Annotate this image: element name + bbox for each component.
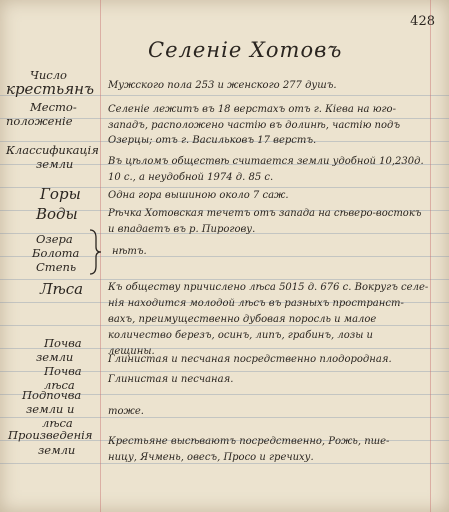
- row-text: Озерцы; отъ г. Васильковъ 17 верстъ.: [108, 135, 317, 146]
- row-label: Произведенія: [8, 428, 93, 442]
- row-text: тоже.: [108, 406, 144, 417]
- row-text: Глинистая и песчаная посредственно плодородная.: [108, 354, 392, 365]
- row-label: Степь: [36, 260, 77, 274]
- row-label: земли и: [26, 402, 75, 416]
- row-text: количество березъ, осинъ, липъ, грабинъ, лозы и: [108, 330, 373, 341]
- row-text: Рѣчка Хотовская течетъ отъ запада на сѣверо-востокъ: [108, 208, 422, 219]
- row-label: лѣса: [42, 416, 73, 430]
- row-label: Число: [30, 68, 67, 82]
- page-number: 428: [410, 14, 435, 29]
- row-text: 10 с., а неудобной 1974 д. 85 с.: [108, 172, 274, 183]
- row-label: положеніе: [6, 114, 73, 128]
- row-text: Мужского пола 253 и женского 277 душъ.: [108, 80, 337, 91]
- row-label: Почва: [44, 364, 82, 378]
- row-text: Одна гора вышиною около 7 саж.: [108, 190, 289, 201]
- row-label: Болота: [32, 246, 80, 260]
- row-label: Воды: [36, 205, 78, 223]
- row-text: Глинистая и песчаная.: [108, 374, 234, 385]
- row-label: Место-: [30, 100, 77, 114]
- row-label: земли: [36, 157, 74, 171]
- row-text: вахъ, преимущественно дубовая поросль и малое: [108, 314, 377, 325]
- page-title: Селеніе Хотовъ: [148, 38, 343, 62]
- row-label: Горы: [40, 185, 81, 203]
- row-label: Лѣса: [40, 280, 84, 298]
- row-label: крестьянъ: [6, 80, 95, 98]
- row-label: лѣса: [44, 378, 75, 392]
- row-label: земли: [38, 443, 76, 457]
- row-label: Почва: [44, 336, 82, 350]
- row-text: Крестьяне высѣваютъ посредственно, Рожь, пше-: [108, 436, 390, 447]
- row-text: нѣтъ.: [112, 246, 147, 257]
- row-text: нія находится молодой лѣсъ въ разныхъ пространст-: [108, 298, 404, 309]
- row-label: Озера: [36, 232, 73, 246]
- row-text: и впадаетъ въ р. Пирогову.: [108, 224, 256, 235]
- row-text: Селеніе лежитъ въ 18 верстахъ отъ г. Кіева на юго-: [108, 104, 396, 115]
- brace-icon: [88, 228, 102, 276]
- row-text: лещины.: [108, 346, 155, 357]
- row-label: земли: [36, 350, 74, 364]
- row-text: западъ, расположено частію въ долинѣ, частію подъ: [108, 120, 401, 131]
- row-text: ницу, Ячмень, овесъ, Просо и гречиху.: [108, 452, 314, 463]
- row-label: Классификація: [6, 143, 99, 157]
- row-text: Къ обществу причислено лѣса 5015 д. 676 с. Вокругъ селе-: [108, 282, 429, 293]
- row-label: Подпочва: [22, 388, 82, 402]
- row-text: Въ цѣломъ обществѣ считается земли удобной 10,230д.: [108, 156, 424, 167]
